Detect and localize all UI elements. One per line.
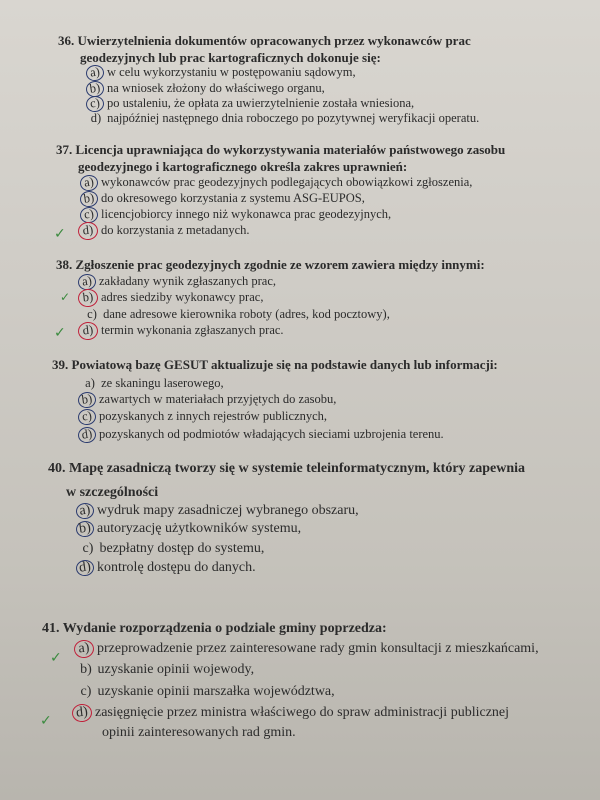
- q40-option-b[interactable]: [76, 520, 301, 538]
- q38-option-c-text: dane adresowe kierownika roboty (adres, kod pocztowy),: [103, 307, 390, 321]
- q37-option-c[interactable]: [80, 206, 391, 223]
- q41-option-d-continuation: [102, 724, 296, 742]
- q39-option-b-letter: b): [77, 391, 97, 409]
- q40-option-a-text: wydruk mapy zasadniczej wybranego obszaru,: [97, 503, 359, 518]
- q41-option-c-letter: c): [80, 684, 92, 699]
- q37-option-d[interactable]: [78, 222, 250, 240]
- q41-option-c-text: uzyskanie opinii marszałka województwa,: [97, 684, 335, 699]
- q41-option-a-letter: a): [73, 639, 95, 659]
- question-38-title-text: 38. Zgłoszenie prac geodezyjnych zgodnie ze wzorem zawiera między innymi:: [56, 257, 485, 272]
- q40-option-d-letter: d): [75, 559, 95, 577]
- q38-option-d-letter: d): [77, 321, 99, 341]
- question-37-title-line1: 37. Licencja uprawniająca do wykorzystywania materiałów państwowego zasobu: [56, 142, 506, 157]
- q37-option-b-text: do okresowego korzystania z systemu ASG-EUPOS,: [101, 191, 365, 205]
- q39-option-a[interactable]: [82, 375, 224, 391]
- q37-option-a-text: wykonawców prac geodezyjnych podlegających obowiązkowi zgłoszenia,: [101, 175, 473, 189]
- q38-option-d[interactable]: [78, 322, 284, 340]
- q39-option-a-letter: a): [85, 376, 95, 390]
- q38-option-c[interactable]: [84, 306, 390, 322]
- question-39-title-text: 39. Powiatową bazę GESUT aktualizuje się na podstawie danych lub informacji:: [52, 357, 498, 372]
- q41-option-d-text: zasięgnięcie przez ministra właściwego do spraw administracji publicznej: [95, 705, 510, 720]
- q36-option-a-text: w celu wykorzystaniu w postępowaniu sądowym,: [107, 65, 356, 79]
- q41-option-b-text: uzyskanie opinii wojewody,: [97, 662, 255, 677]
- q40-option-c[interactable]: [80, 540, 264, 558]
- checkmark-icon: ✓: [54, 226, 66, 242]
- checkmark-icon: ✓: [40, 713, 52, 729]
- q39-option-a-text: ze skaningu laserowego,: [101, 376, 224, 390]
- question-40-title-line2-text: w szczególności: [66, 485, 159, 500]
- q37-option-b[interactable]: [80, 190, 365, 207]
- question-36-title-line2-text: geodezyjnych lub prac kartograficznych dokonuje się:: [80, 50, 381, 65]
- checkmark-icon: ✓: [54, 325, 66, 341]
- question-41-title: [42, 619, 387, 638]
- q36-option-c-text: po ustaleniu, że opłata za uwierzytelnienie została wniesiona,: [107, 96, 415, 110]
- q39-option-b[interactable]: [78, 391, 336, 408]
- q37-option-d-text: do korzystania z metadanych.: [101, 223, 250, 237]
- q38-option-a[interactable]: [78, 273, 276, 290]
- q37-option-b-letter: b): [79, 190, 99, 208]
- q40-option-d[interactable]: [76, 559, 256, 577]
- q40-option-d-text: kontrolę dostępu do danych.: [97, 560, 256, 575]
- q40-option-a[interactable]: [76, 502, 359, 520]
- q39-option-c[interactable]: [78, 408, 327, 425]
- q36-option-d[interactable]: [88, 110, 479, 126]
- q40-option-b-text: autoryzację użytkowników systemu,: [97, 521, 302, 536]
- q41-option-c[interactable]: [78, 683, 335, 701]
- q37-option-c-letter: c): [79, 206, 99, 224]
- q39-option-c-text: pozyskanych z innych rejestrów publicznych,: [99, 409, 328, 423]
- q41-option-b[interactable]: [78, 661, 254, 679]
- q38-option-b[interactable]: [78, 289, 263, 307]
- question-38-title: [56, 256, 485, 273]
- q39-option-c-letter: c): [77, 408, 97, 426]
- q38-option-d-text: termin wykonania zgłaszanych prac.: [101, 323, 284, 337]
- q39-option-d[interactable]: [78, 426, 444, 443]
- q36-option-b-letter: b): [85, 80, 105, 98]
- question-37-title-line2-text: geodezyjnego i kartograficznego określa zakres uprawnień:: [78, 159, 408, 174]
- q41-option-a[interactable]: [74, 640, 539, 658]
- checkmark-icon: ✓: [50, 650, 62, 666]
- question-36-title-line1: 36. Uwierzytelnienia dokumentów opracowanych przez wykonawców prac: [58, 33, 471, 48]
- q37-option-c-text: licencjobiorcy innego niż wykonawca prac geodezyjnych,: [101, 207, 392, 221]
- q36-option-c-letter: c): [85, 95, 105, 113]
- checkmark-icon: ✓: [60, 290, 71, 304]
- q37-option-a[interactable]: [80, 174, 472, 191]
- q38-option-a-letter: a): [77, 273, 97, 291]
- q39-option-d-letter: d): [77, 426, 97, 444]
- q41-option-d-letter: d): [71, 703, 93, 723]
- q40-option-b-letter: b): [75, 520, 95, 538]
- q36-option-d-text: najpóźniej następnego dnia roboczego po pozytywnej weryfikacji operatu.: [107, 111, 480, 125]
- question-40-title: [48, 459, 525, 478]
- q40-option-c-text: bezpłatny dostęp do systemu,: [99, 541, 265, 556]
- q41-option-d-continuation-text: opinii zainteresowanych rad gmin.: [102, 725, 296, 740]
- q38-option-a-text: zakładany wynik zgłaszanych prac,: [99, 274, 277, 288]
- question-39-title: [52, 356, 498, 373]
- q38-option-c-letter: c): [87, 307, 97, 321]
- question-36-title: [58, 32, 471, 49]
- question-40-title-line2: [66, 483, 158, 502]
- q37-option-d-letter: d): [77, 221, 99, 241]
- q40-option-a-letter: a): [75, 502, 95, 520]
- q39-option-d-text: pozyskanych od podmiotów władających sieciami uzbrojenia terenu.: [99, 427, 444, 441]
- q40-option-c-letter: c): [82, 541, 94, 556]
- q37-option-a-letter: a): [79, 174, 99, 192]
- q39-option-b-text: zawartych w materiałach przyjętych do zasobu,: [99, 392, 337, 406]
- q36-option-a[interactable]: [86, 64, 356, 81]
- q36-option-b-text: na wniosek złożony do właściwego organu,: [107, 81, 325, 95]
- q38-option-b-text: adres siedziby wykonawcy prac,: [101, 290, 264, 304]
- q41-option-d[interactable]: [72, 704, 509, 722]
- q41-option-a-text: przeprowadzenie przez zainteresowane rady gmin konsultacji z mieszkańcami,: [97, 641, 539, 656]
- question-41-title-text: 41. Wydanie rozporządzenia o podziale gminy poprzedza:: [42, 621, 387, 636]
- question-37-title: [56, 141, 505, 158]
- question-40-title-line1: 40. Mapę zasadniczą tworzy się w systemie teleinformatycznym, który zapewnia: [48, 461, 526, 476]
- q41-option-b-letter: b): [80, 662, 92, 677]
- question-37-title-line2: [78, 158, 407, 175]
- q36-option-d-letter: d): [90, 111, 102, 125]
- q36-option-a-letter: a): [85, 64, 105, 82]
- q38-option-b-letter: b): [77, 288, 99, 308]
